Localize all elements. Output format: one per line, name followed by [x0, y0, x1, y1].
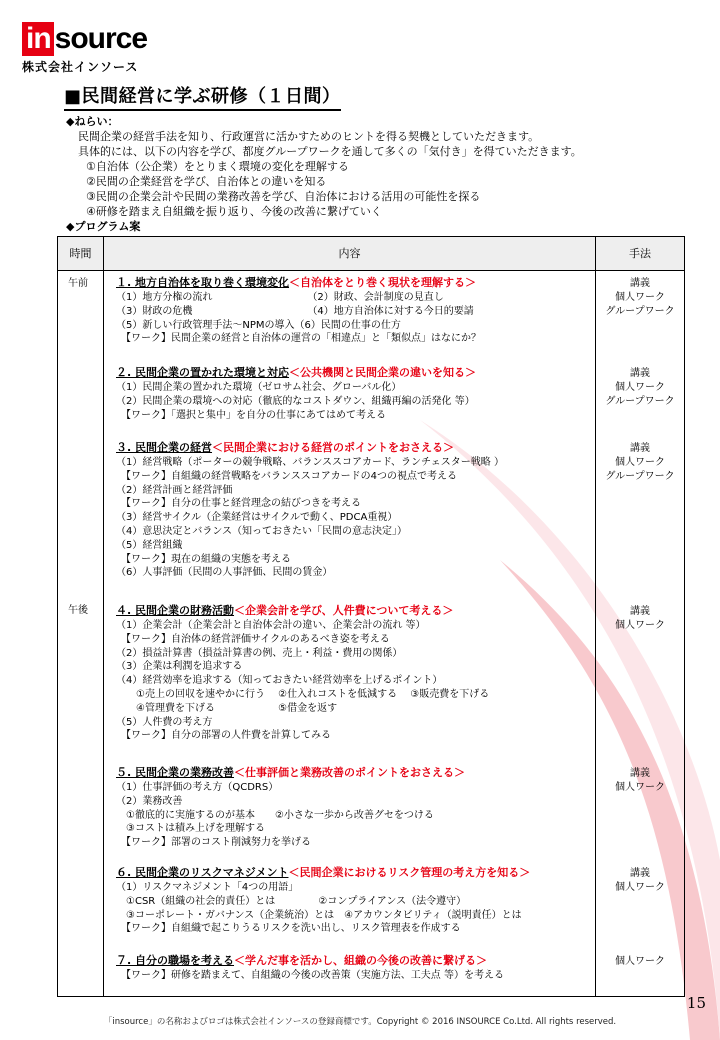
section-goal: ＜企業会計を学び、人件費について考える＞	[234, 604, 454, 617]
section-goal: ＜自治体をとり巻く現状を理解する＞	[289, 276, 477, 289]
method-list-3	[596, 442, 684, 484]
section-2	[116, 365, 476, 422]
section-line: ③コーポレート・ガバナンス（企業統治）とは ④アカウンタビリティ（説明責任）とは	[116, 909, 522, 921]
section-title: ５. 民間企業の業務改善	[116, 766, 235, 779]
section-line: （2）損益計算書（損益計算書の例、売上・利益・費用の関係）	[116, 647, 403, 659]
section-line: （2）民間企業の環境への対応（徹底的なコストダウン、組織再編の活発化 等）	[116, 395, 475, 407]
content-column	[104, 271, 596, 997]
section-heading	[116, 603, 489, 619]
program-label: ◆プログラム案	[66, 220, 141, 233]
section-line: ①CSR（組織の社会的責任）とは ②コンプライアンス（法令遵守）	[116, 895, 467, 907]
section-line: ①売上の回収を速やかに行う ②仕入れコストを低減する ③販売費を下げる	[116, 688, 490, 700]
section-goal: ＜民間企業におけるリスク管理の考え方を知る＞	[288, 866, 531, 879]
section-1	[116, 275, 481, 346]
logo-in-mark: in	[22, 22, 54, 56]
method-item: 講義	[630, 443, 650, 454]
page-title: ■民間経営に学ぶ研修（１日間）	[64, 82, 341, 111]
method-item: グループワーク	[605, 306, 675, 317]
section-line: 【ワーク】自治体の経営評価サイクルのあるべき姿を考える	[116, 633, 390, 645]
method-item: 個人ワーク	[615, 782, 665, 793]
section-line: （1）民間企業の置かれた環境（ゼロサム社会、グローバル化）	[116, 382, 402, 393]
section-line: 【ワーク】「選択と集中」を自分の仕事にあてはめて考える	[116, 409, 386, 421]
section-line: （1）企業会計（企業会計と自治体会計の違い、企業会計の流れ 等）	[116, 620, 426, 631]
aim-item-3: ③民間の企業会計や民間の業務改善を学び、自治体における活用の可能性を探る	[86, 190, 481, 203]
section-line: 【ワーク】現在の組織の実態を考える	[116, 553, 291, 565]
section-line: （1）仕事評価の考え方（QCDRS）	[116, 782, 279, 793]
section-line: （1）経営戦略（ポーターの競争戦略、バランススコアカード、ランチェスター戦略 ）	[116, 457, 504, 468]
section-line: 【ワーク】自分の部署の人件費を計算してみる	[116, 730, 331, 742]
section-goal: ＜公共機関と民間企業の違いを知る＞	[289, 366, 477, 379]
section-line: ④管理費を下げる ⑤借金を返す	[116, 702, 338, 714]
section-heading	[116, 365, 476, 381]
time-column	[58, 271, 104, 997]
method-column	[596, 271, 685, 997]
method-list-6	[596, 867, 684, 895]
section-line: （3）財政の危機 （4）地方自治体に対する今日的要請	[116, 305, 474, 317]
header-method: 手法	[596, 237, 685, 271]
page-number: 15	[686, 994, 706, 1012]
section-heading	[116, 953, 504, 969]
footer-copyright: 「insource」の名称およびロゴは株式会社インソースの登録商標です。Copyright © 2016 INSOURCE Co.Ltd. All rights reserved.	[103, 1017, 617, 1027]
section-line: 【ワーク】民間企業の経営と自治体の運営の「相違点」と「類似点」はなにか？	[116, 333, 481, 345]
time-pm: 午後	[68, 605, 88, 616]
program-table	[57, 236, 685, 997]
company-logo	[22, 22, 147, 75]
section-line: （3）経営サイクル（企業経営はサイクルで動く、PDCA重視）	[116, 512, 398, 524]
method-item: 個人ワーク	[615, 620, 665, 631]
section-5	[116, 765, 465, 850]
header-time: 時間	[58, 237, 104, 271]
section-line: （6）人事評価（民間の人事評価、民間の賃金）	[116, 567, 333, 579]
section-6	[116, 865, 530, 936]
method-list-5	[596, 767, 684, 795]
section-heading	[116, 865, 530, 881]
logo-source-text: source	[54, 22, 148, 55]
section-4	[116, 603, 489, 743]
section-line: （5）人件費の考え方	[116, 716, 213, 728]
section-7	[116, 953, 504, 983]
section-title: １. 地方自治体を取り巻く環境変化	[116, 276, 290, 289]
section-goal: ＜民間企業における経営のポイントをおさえる＞	[212, 441, 455, 454]
section-line: （2）経営計画と経営評価	[116, 484, 233, 496]
method-item: グループワーク	[605, 396, 675, 407]
aim-item-4: ④研修を踏まえ自組織を振り返り、今後の改善に繋げていく	[86, 205, 382, 218]
section-line: 【ワーク】部署のコスト削減努力を挙げる	[116, 837, 311, 849]
section-title: ７. 自分の職場を考える	[116, 954, 235, 967]
section-line: （1）リスクマネジメント「4つの用語」	[116, 882, 299, 893]
method-item: 個人ワーク	[615, 382, 665, 393]
aim-line-1: 民間企業の経営手法を知り、行政運営に活かすためのヒントを得る契機としていただきます。	[78, 130, 540, 143]
section-title: ２. 民間企業の置かれた環境と対応	[116, 366, 290, 379]
method-item: 個人ワーク	[615, 457, 665, 468]
section-line: （1）地方分権の流れ （2）財政、会計制度の見直し	[116, 292, 444, 303]
aim-item-1: ①自治体（公企業）をとりまく環境の変化を理解する	[86, 160, 349, 173]
time-am: 午前	[68, 278, 88, 289]
section-line: （3）企業は利潤を追求する	[116, 661, 243, 673]
section-heading	[116, 440, 504, 456]
method-list-7	[596, 955, 684, 969]
method-item: 講義	[630, 368, 650, 379]
section-line: （4）経営効率を追求する（知っておきたい経営効率を上げるポイント）	[116, 675, 443, 687]
section-line: （4）意思決定とバランス（知っておきたい「民間の意志決定」）	[116, 525, 408, 537]
section-goal: ＜学んだ事を活かし、組織の今後の改善に繋げる＞	[234, 954, 488, 967]
section-line: 【ワーク】自分の仕事と経営理念の結びつきを考える	[116, 498, 361, 510]
aim-heading: ◆ねらい：	[66, 115, 119, 128]
section-line: 【ワーク】自組織の経営戦略をバランススコアカードの4つの視点で考える	[116, 470, 457, 482]
section-title: ３. 民間企業の経営	[116, 441, 213, 454]
section-line: （5）新しい行政管理手法～NPMの導入（6）民間の仕事の仕方	[116, 319, 401, 331]
section-line: ①徹底的に実施するのが基本 ②小さな一歩から改善グセをつける	[116, 809, 434, 821]
section-line: （5）経営組織	[116, 539, 183, 551]
method-item: 講義	[630, 768, 650, 779]
aim-line-2: 具体的には、以下の内容を学び、都度グループワークを通して多くの「気付き」を得ていただきます。	[78, 145, 582, 158]
method-item: 個人ワーク	[615, 292, 665, 303]
section-line: ③コストは積み上げを理解する	[116, 823, 265, 835]
method-list-4	[596, 605, 684, 633]
section-title: ４. 民間企業の財務活動	[116, 604, 235, 617]
section-goal: ＜仕事評価と業務改善のポイントをおさえる＞	[234, 766, 466, 779]
method-list-2	[596, 367, 684, 409]
section-3	[116, 440, 504, 580]
method-item: 講義	[630, 868, 650, 879]
method-item: 講義	[630, 278, 650, 289]
section-line: 【ワーク】研修を踏まえて、自組織の今後の改善策（実施方法、工夫点 等）を考える	[116, 970, 504, 981]
section-title: ６. 民間企業のリスクマネジメント	[116, 866, 289, 879]
aim-item-2: ②民間の企業経営を学び、自治体との違いを知る	[86, 175, 327, 188]
aim-section	[66, 114, 706, 234]
company-name: 株式会社インソース	[22, 60, 139, 74]
method-item: グループワーク	[605, 471, 675, 482]
header-content: 内容	[104, 237, 596, 271]
section-line: 【ワーク】自組織で起こりうるリスクを洗い出し、リスク管理表を作成する	[116, 923, 461, 935]
method-item: 講義	[630, 606, 650, 617]
method-list-1	[596, 277, 684, 319]
section-line: （2）業務改善	[116, 795, 183, 807]
section-heading	[116, 275, 481, 291]
method-item: 個人ワーク	[615, 956, 665, 967]
section-heading	[116, 765, 465, 781]
method-item: 個人ワーク	[615, 882, 665, 893]
